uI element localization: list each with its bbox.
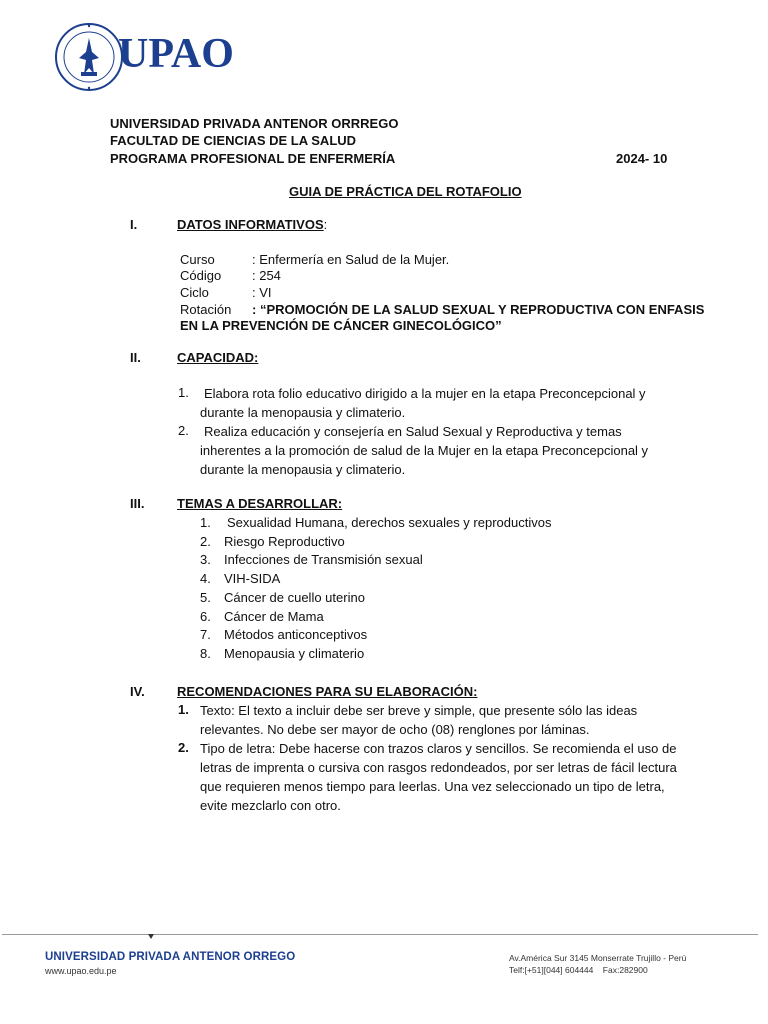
tema-7-number: 7. [200, 627, 211, 642]
recomendacion-1-number: 1. [178, 702, 189, 717]
tema-3-text: Infecciones de Transmisión sexual [224, 552, 423, 567]
capacidad-1-number: 1. [178, 385, 189, 400]
tema-6-text: Cáncer de Mama [224, 609, 324, 624]
section-1-number: I. [130, 217, 138, 232]
program-name: PROGRAMA PROFESIONAL DE ENFERMERÍA [110, 151, 396, 166]
tema-7-text: Métodos anticonceptivos [224, 627, 368, 642]
tema-2-number: 2. [200, 534, 211, 549]
semester-label: 2024- 10 [616, 151, 668, 166]
section-1-colon: : [323, 217, 328, 232]
tema-4-text: VIH-SIDA [224, 571, 281, 586]
section-4-number: IV. [130, 684, 145, 699]
university-name: UNIVERSIDAD PRIVADA ANTENOR ORRREGO [110, 116, 399, 131]
tema-3-number: 3. [200, 552, 211, 567]
document-title: GUIA DE PRÁCTICA DEL ROTAFOLIO [289, 184, 522, 199]
footer-address: Av.América Sur 3145 Monserrate Trujillo - Perú [509, 953, 687, 963]
tema-1-text: Sexualidad Humana, derechos sexuales y reproductivos [227, 515, 552, 530]
info-codigo-value: : 254 [252, 268, 281, 283]
footer-website-link[interactable]: www.upao.edu.pe [45, 966, 117, 976]
info-rotacion-label: Rotación [180, 302, 232, 317]
section-1-title: DATOS INFORMATIVOS [177, 217, 324, 232]
recomendacion-2-text: Tipo de letra: Debe hacerse con trazos claros y sencillos. Se recomienda el uso de letras de imprenta o cursiva con rasgos redondeados, por ser letras de fácil lectura que requieren menos tiempo para leerlas. Una vez seleccionado un tipo de letra, evite mezclarlo con otro. [200, 741, 677, 813]
footer-telephone: Telf:[+51][044] 604444 Fax:282900 [509, 965, 648, 975]
tema-5-text: Cáncer de cuello uterino [224, 590, 365, 605]
tema-4-number: 4. [200, 571, 211, 586]
section-1-heading [177, 217, 327, 232]
tema-8-text: Menopausia y climaterio [224, 646, 365, 661]
tema-8-number: 8. [200, 646, 211, 661]
section-3-number: III. [130, 496, 145, 511]
tema-6-number: 6. [200, 609, 211, 624]
faculty-name: FACULTAD DE CIENCIAS DE LA SALUD [110, 133, 357, 148]
recomendacion-1-text: Texto: El texto a incluir debe ser breve y simple, que presente sólo las ideas relevantes. No debe ser mayor de ocho (08) renglones por láminas. [200, 703, 638, 737]
section-2-number: II. [130, 350, 141, 365]
section-2-title: CAPACIDAD: [177, 350, 259, 365]
tema-2-text: Riesgo Reproductivo [224, 534, 345, 549]
info-codigo-label: Código [180, 268, 222, 283]
recomendacion-2-number: 2. [178, 740, 189, 755]
info-curso-label: Curso [180, 252, 215, 267]
tema-1-number: 1. [200, 515, 211, 530]
tema-5-number: 5. [200, 590, 211, 605]
info-rotacion-value-line2: EN LA PREVENCIÓN DE CÁNCER GINECOLÓGICO” [180, 318, 502, 333]
info-ciclo-value: : VI [252, 285, 272, 300]
info-ciclo-label: Ciclo [180, 285, 209, 300]
footer-university-name: UNIVERSIDAD PRIVADA ANTENOR ORREGO [45, 951, 296, 963]
section-4-title: RECOMENDACIONES PARA SU ELABORACIÓN: [177, 684, 478, 699]
info-curso-value: : Enfermería en Salud de la Mujer. [252, 252, 450, 267]
logo-wordmark: UPAO [118, 31, 234, 77]
capacidad-2-text: Realiza educación y consejería en Salud Sexual y Reproductiva y temas inherentes a la promoción de salud de la Mujer en la etapa Preconcepcional y durante la menopausia y climaterio. [200, 424, 649, 477]
info-rotacion-value-line1: : “PROMOCIÓN DE LA SALUD SEXUAL Y REPRODUCTIVA CON ENFASIS [252, 302, 705, 317]
footer-marker-icon [148, 934, 154, 939]
capacidad-2-number: 2. [178, 423, 189, 438]
section-3-title: TEMAS A DESARROLLAR: [177, 496, 343, 511]
upao-seal-logo [54, 22, 124, 92]
footer-divider [2, 934, 758, 935]
capacidad-1-text: Elabora rota folio educativo dirigido a la mujer en la etapa Preconcepcional y durante la menopausia y climaterio. [200, 386, 646, 420]
